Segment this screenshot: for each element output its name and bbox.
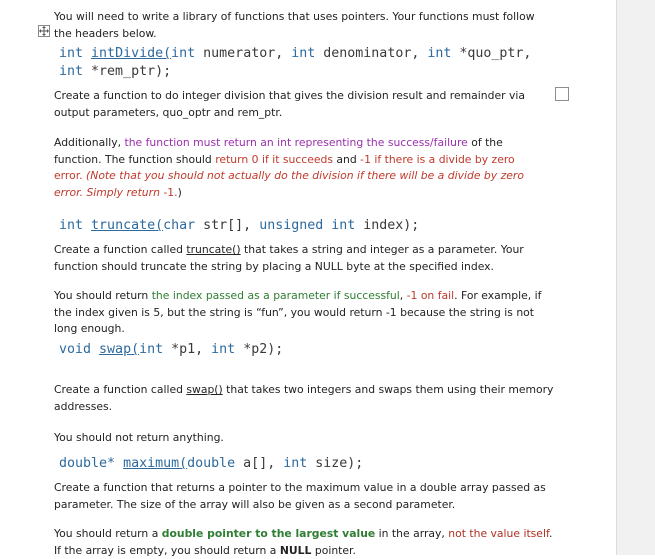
text-run: , — [400, 289, 407, 302]
function-name-truncate[interactable]: truncate — [91, 218, 155, 233]
truncate-return-description — [54, 288, 564, 338]
int-divide-description — [54, 88, 564, 121]
int-divide-return-description — [54, 135, 564, 201]
param: str[], — [195, 218, 259, 233]
highlight-red: not the value itself — [448, 527, 549, 540]
maximum-description — [54, 480, 564, 513]
text-run: If the array is empty, you should return a — [54, 544, 280, 557]
highlight-green: the index passed as a parameter if successful — [152, 289, 400, 302]
text-run: Additionally, — [54, 136, 124, 149]
note-italic: (Note that you should not actually do the division if there will be a divide by zero — [83, 169, 524, 182]
maximum-signature — [59, 455, 569, 473]
keyword: char — [163, 218, 195, 233]
highlight-red: -1 on fail — [407, 289, 455, 302]
keyword: unsigned int — [259, 218, 355, 233]
keyword: int — [59, 218, 83, 233]
highlight-red: -1. — [163, 186, 177, 199]
highlight-red: -1 if there is a divide by zero — [360, 153, 515, 166]
text-line — [54, 152, 564, 169]
keyword: int — [283, 456, 307, 471]
swap-signature — [59, 341, 569, 359]
text-line — [54, 168, 564, 185]
keyword: double* — [59, 456, 115, 471]
keyword: int — [291, 46, 315, 61]
text-line — [54, 543, 564, 559]
text-line — [54, 185, 564, 202]
text-line: function should truncate the string by placing a NULL byte at the specified index. — [54, 259, 564, 276]
intro-line-1: You will need to write a library of functions that uses pointers. Your functions must follow — [54, 9, 564, 26]
text-run: that takes a string and integer as a parameter. Your — [241, 243, 524, 256]
keyword: int — [139, 342, 163, 357]
text-run: function. The function should — [54, 153, 215, 166]
highlight-red: error. — [54, 169, 83, 182]
swap-return-description — [54, 430, 564, 447]
param: *quo_ptr, — [451, 46, 531, 61]
null-bold: NULL — [280, 544, 312, 557]
keyword: int — [59, 64, 83, 79]
text-run: . — [549, 527, 552, 540]
text-run: in the array, — [375, 527, 448, 540]
paren: ( — [155, 218, 163, 233]
note-italic: error. Simply return — [54, 186, 163, 199]
text-run: ) — [178, 186, 182, 199]
highlight-red: return 0 if it succeeds — [215, 153, 333, 166]
text-line — [54, 526, 564, 543]
function-name-maximum[interactable]: maximum — [123, 456, 179, 471]
text-line — [54, 382, 564, 399]
text-run: Create a function called — [54, 383, 186, 396]
truncate-signature — [59, 217, 569, 235]
param: numerator, — [195, 46, 291, 61]
paren: ( — [163, 46, 171, 61]
param: size); — [307, 456, 363, 471]
text-line — [54, 135, 564, 152]
highlight-purple: the function must return an int representing the success/failure — [124, 136, 467, 149]
text-line: output parameters, quo_optr and rem_ptr. — [54, 105, 564, 122]
text-line — [54, 288, 564, 305]
intro-line-2: the headers below. — [54, 26, 564, 43]
text-line: addresses. — [54, 399, 564, 416]
text-line: parameter. The size of the array will also be given as a second parameter. — [54, 497, 564, 514]
text-run: that takes two integers and swaps them using their memory — [223, 383, 554, 396]
param: index); — [355, 218, 419, 233]
keyword: double — [187, 456, 235, 471]
param: *rem_ptr); — [83, 64, 171, 79]
keyword: int — [59, 46, 83, 61]
text-run: You should return a — [54, 527, 162, 540]
maximum-return-description — [54, 526, 564, 559]
function-ref-swap: swap() — [186, 383, 222, 396]
keyword: int — [427, 46, 451, 61]
text-line: Create a function that returns a pointer to the maximum value in a double array passed as — [54, 480, 564, 497]
move-handle-icon[interactable] — [38, 25, 50, 37]
keyword: int — [171, 46, 195, 61]
text-line: You should not return anything. — [54, 430, 564, 447]
right-gutter — [616, 0, 655, 555]
text-run: of the — [468, 136, 503, 149]
keyword: void — [59, 342, 91, 357]
text-run: . For example, if — [454, 289, 541, 302]
text-run: You should return — [54, 289, 152, 302]
param: denominator, — [315, 46, 427, 61]
function-name-intdivide[interactable]: intDivide — [91, 46, 163, 61]
truncate-description — [54, 242, 564, 275]
keyword: int — [211, 342, 235, 357]
param: *p2); — [235, 342, 283, 357]
param: a[], — [235, 456, 283, 471]
intro-paragraph — [54, 9, 564, 42]
function-name-swap[interactable]: swap — [99, 342, 131, 357]
text-line: long enough. — [54, 321, 564, 338]
text-line: the index given is 5, but the string is “fun”, you would return -1 because the string is not — [54, 305, 564, 322]
highlight-green-bold: double pointer to the largest value — [162, 527, 375, 540]
text-line — [54, 242, 564, 259]
function-ref-truncate: truncate() — [186, 243, 240, 256]
text-run: Create a function called — [54, 243, 186, 256]
swap-description — [54, 382, 564, 415]
text-run: pointer. — [311, 544, 356, 557]
text-run: and — [333, 153, 360, 166]
int-divide-signature — [59, 45, 569, 81]
paren: ( — [179, 456, 187, 471]
param: *p1, — [163, 342, 211, 357]
paren: ( — [131, 342, 139, 357]
text-line: Create a function to do integer division that gives the division result and remainder via — [54, 88, 564, 105]
